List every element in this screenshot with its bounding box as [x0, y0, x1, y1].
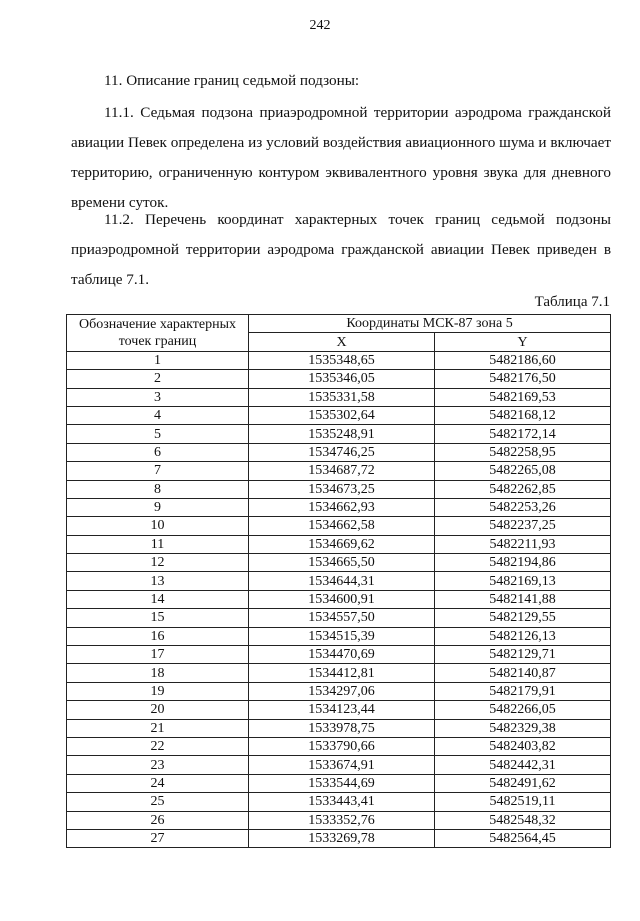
x-coordinate: 1533352,76 [249, 811, 435, 829]
y-coordinate: 5482129,55 [435, 609, 611, 627]
y-coordinate: 5482211,93 [435, 535, 611, 553]
point-number: 5 [67, 425, 249, 443]
table-row [67, 609, 611, 627]
x-coordinate: 1534665,50 [249, 554, 435, 572]
table-row [67, 480, 611, 498]
y-coordinate: 5482265,08 [435, 462, 611, 480]
y-coordinate: 5482262,85 [435, 480, 611, 498]
x-coordinate: 1533269,78 [249, 829, 435, 847]
x-coordinate: 1535331,58 [249, 388, 435, 406]
x-coordinate: 1534746,25 [249, 443, 435, 461]
y-coordinate: 5482564,45 [435, 829, 611, 847]
table-row [67, 701, 611, 719]
table-row [67, 811, 611, 829]
x-coordinate: 1534600,91 [249, 590, 435, 608]
y-coordinate: 5482548,32 [435, 811, 611, 829]
x-coordinate: 1535248,91 [249, 425, 435, 443]
table-row [67, 351, 611, 369]
table-row [67, 462, 611, 480]
y-coordinate: 5482403,82 [435, 737, 611, 755]
point-number: 2 [67, 370, 249, 388]
point-number: 19 [67, 682, 249, 700]
table-row [67, 443, 611, 461]
point-number: 15 [67, 609, 249, 627]
table-row [67, 829, 611, 847]
table-row [67, 774, 611, 792]
table-row [67, 627, 611, 645]
point-number: 26 [67, 811, 249, 829]
y-coordinate: 5482194,86 [435, 554, 611, 572]
table-row [67, 737, 611, 755]
x-coordinate: 1534470,69 [249, 646, 435, 664]
x-column-header: X [249, 333, 435, 351]
point-number: 22 [67, 737, 249, 755]
y-coordinate: 5482237,25 [435, 517, 611, 535]
table-row [67, 646, 611, 664]
point-column-header: Обозначение характерных точек границ [67, 315, 249, 352]
x-coordinate: 1534123,44 [249, 701, 435, 719]
x-coordinate: 1535346,05 [249, 370, 435, 388]
y-coordinate: 5482168,12 [435, 406, 611, 424]
table-row [67, 682, 611, 700]
point-number: 4 [67, 406, 249, 424]
paragraph-11-2: 11.2. Перечень координат характерных точек границ седьмой подзоны приаэродромной территории аэродрома гражданской авиации Певек приведен в таблице 7.1. [71, 211, 611, 288]
x-coordinate: 1534662,58 [249, 517, 435, 535]
point-number: 17 [67, 646, 249, 664]
table-row [67, 756, 611, 774]
table-row [67, 664, 611, 682]
point-number: 11 [67, 535, 249, 553]
coordinates-table [66, 314, 611, 848]
coordinates-group-header: Координаты МСК-87 зона 5 [249, 315, 611, 333]
y-coordinate: 5482253,26 [435, 498, 611, 516]
y-coordinate: 5482141,88 [435, 590, 611, 608]
y-coordinate: 5482179,91 [435, 682, 611, 700]
table-row [67, 425, 611, 443]
y-coordinate: 5482169,13 [435, 572, 611, 590]
point-number: 9 [67, 498, 249, 516]
point-number: 6 [67, 443, 249, 461]
table-row [67, 388, 611, 406]
table-row [67, 554, 611, 572]
x-coordinate: 1534662,93 [249, 498, 435, 516]
table-row [67, 370, 611, 388]
x-coordinate: 1533443,41 [249, 793, 435, 811]
page-number: 242 [309, 18, 331, 33]
x-coordinate: 1534669,62 [249, 535, 435, 553]
paragraph-11-1: 11.1. Седьмая подзона приаэродромной территории аэродрома гражданской авиации Певек определена из условий воздействия авиационного шума и включает территорию, ограниченную контуром эквивалентного уровня звука для дневного времени суток. [71, 104, 611, 211]
section-heading: 11. Описание границ седьмой подзоны: [104, 72, 360, 89]
point-number: 24 [67, 774, 249, 792]
point-number: 10 [67, 517, 249, 535]
point-number: 12 [67, 554, 249, 572]
table-row [67, 535, 611, 553]
x-coordinate: 1534412,81 [249, 664, 435, 682]
table-row [67, 793, 611, 811]
point-number: 23 [67, 756, 249, 774]
point-number: 16 [67, 627, 249, 645]
table-body [67, 351, 611, 848]
y-coordinate: 5482140,87 [435, 664, 611, 682]
y-coordinate: 5482169,53 [435, 388, 611, 406]
point-number: 20 [67, 701, 249, 719]
y-column-header: Y [435, 333, 611, 351]
y-coordinate: 5482186,60 [435, 351, 611, 369]
x-coordinate: 1533674,91 [249, 756, 435, 774]
point-number: 13 [67, 572, 249, 590]
table-row [67, 719, 611, 737]
x-coordinate: 1533790,66 [249, 737, 435, 755]
x-coordinate: 1534673,25 [249, 480, 435, 498]
x-coordinate: 1534557,50 [249, 609, 435, 627]
point-number: 25 [67, 793, 249, 811]
point-number: 14 [67, 590, 249, 608]
y-coordinate: 5482519,11 [435, 793, 611, 811]
x-coordinate: 1534515,39 [249, 627, 435, 645]
x-coordinate: 1533544,69 [249, 774, 435, 792]
table-caption: Таблица 7.1 [534, 294, 610, 310]
x-coordinate: 1533978,75 [249, 719, 435, 737]
point-number: 18 [67, 664, 249, 682]
y-coordinate: 5482176,50 [435, 370, 611, 388]
y-coordinate: 5482258,95 [435, 443, 611, 461]
point-number: 1 [67, 351, 249, 369]
y-coordinate: 5482329,38 [435, 719, 611, 737]
y-coordinate: 5482442,31 [435, 756, 611, 774]
y-coordinate: 5482129,71 [435, 646, 611, 664]
table-row [67, 406, 611, 424]
point-number: 8 [67, 480, 249, 498]
x-coordinate: 1534297,06 [249, 682, 435, 700]
y-coordinate: 5482126,13 [435, 627, 611, 645]
table-row [67, 498, 611, 516]
point-number: 27 [67, 829, 249, 847]
table-row [67, 572, 611, 590]
y-coordinate: 5482172,14 [435, 425, 611, 443]
x-coordinate: 1534644,31 [249, 572, 435, 590]
table-row [67, 517, 611, 535]
point-number: 21 [67, 719, 249, 737]
x-coordinate: 1535348,65 [249, 351, 435, 369]
y-coordinate: 5482491,62 [435, 774, 611, 792]
y-coordinate: 5482266,05 [435, 701, 611, 719]
point-number: 7 [67, 462, 249, 480]
x-coordinate: 1534687,72 [249, 462, 435, 480]
table-row [67, 590, 611, 608]
point-number: 3 [67, 388, 249, 406]
x-coordinate: 1535302,64 [249, 406, 435, 424]
